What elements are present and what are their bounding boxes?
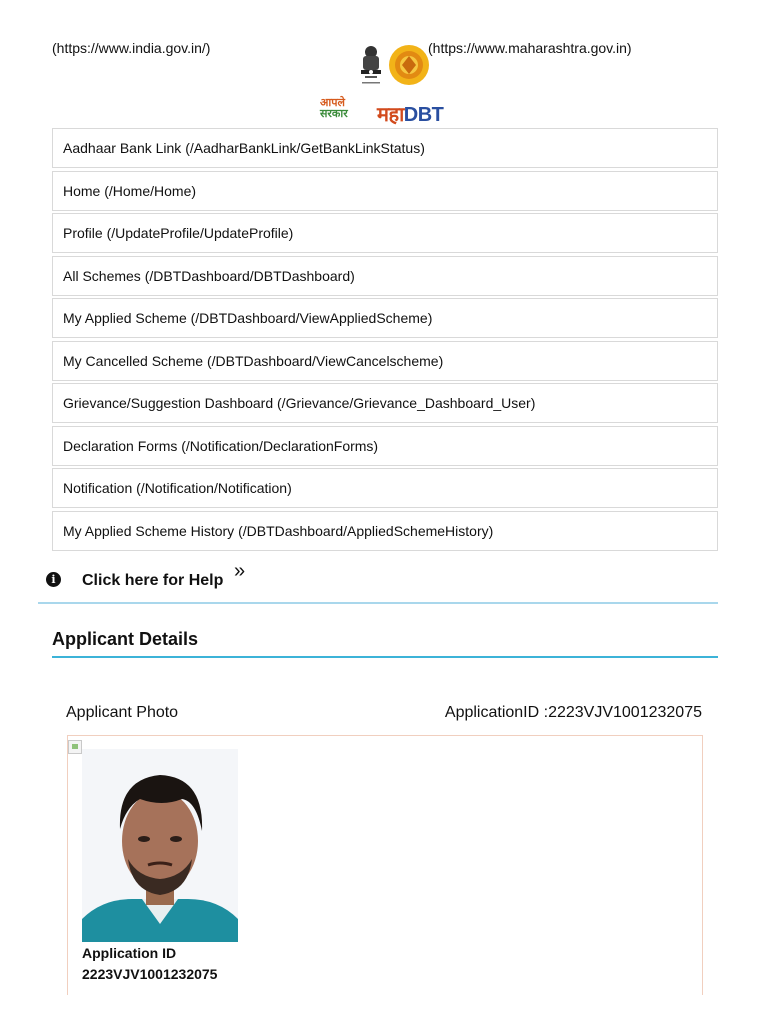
double-chevron-right-icon: » [234,560,246,582]
top-links [52,40,718,90]
info-icon: i [46,572,61,587]
applicant-photo-card [67,735,703,995]
aaple-sarkar-mahadbt-logo [320,98,460,126]
applicant-photo [82,749,238,942]
mahadbt-logo [377,100,443,127]
menu-item-declaration-forms[interactable]: Declaration Forms (/Notification/DeclarationForms) [52,426,718,466]
menu-item-notification[interactable]: Notification (/Notification/Notification) [52,468,718,508]
section-divider [52,656,718,658]
application-id-header: ApplicationID :2223VJV1001232075 [444,704,702,721]
menu-item-applied-scheme-history[interactable]: My Applied Scheme History (/DBTDashboard/AppliedSchemeHistory) [52,511,718,551]
aaple-sarkar-logo [320,98,348,120]
maharashtra-gov-link[interactable]: (https://www.maharashtra.gov.in) [428,40,632,56]
menu-item-grievance-dashboard[interactable]: Grievance/Suggestion Dashboard (/Grievance/Grievance_Dashboard_User) [52,383,718,423]
maharashtra-seal-icon [388,44,430,86]
help-label[interactable]: Click here for Help [82,572,224,589]
brand-aple-text: आपले [320,97,345,109]
menu-item-profile[interactable]: Profile (/UpdateProfile/UpdateProfile) [52,213,718,253]
applicant-photo-label: Applicant Photo [66,704,179,721]
brand-sarkar-text: सरकार [320,108,348,120]
india-gov-link[interactable]: (https://www.india.gov.in/) [52,40,211,56]
national-emblem-icon [357,44,385,88]
card-application-id [82,943,217,985]
menu-item-my-cancelled-scheme[interactable]: My Cancelled Scheme (/DBTDashboard/ViewCancelscheme) [52,341,718,381]
brand-maha-text: महा [377,104,404,126]
menu-item-home[interactable]: Home (/Home/Home) [52,171,718,211]
help-link[interactable] [46,560,718,604]
card-application-id-value: 2223VJV1001232075 [82,966,218,982]
menu-item-my-applied-scheme[interactable]: My Applied Scheme (/DBTDashboard/ViewAppliedScheme) [52,298,718,338]
broken-image-icon [68,740,82,754]
help-divider [38,602,718,604]
main-menu [52,128,718,553]
card-application-id-label: Application ID [82,945,177,961]
menu-item-aadhaar-bank-link[interactable]: Aadhaar Bank Link (/AadharBankLink/GetBankLinkStatus) [52,128,718,168]
menu-item-all-schemes[interactable]: All Schemes (/DBTDashboard/DBTDashboard) [52,256,718,296]
brand-dbt-text: DBT [403,104,444,126]
section-title: Applicant Details [52,629,199,649]
